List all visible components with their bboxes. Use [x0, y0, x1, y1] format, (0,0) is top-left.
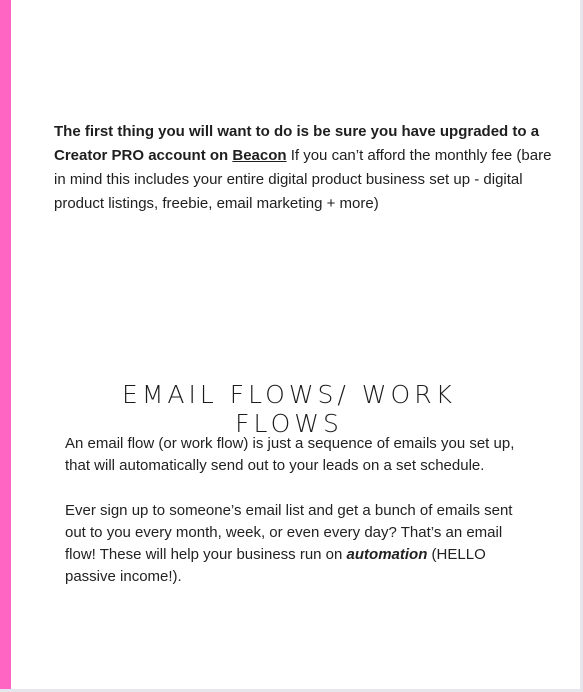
intro-rest-text: If you can’t afford the monthly fee (bare in mind this includes your entire digital product business set up - digital product listings, freebie, email marketing + more) [54, 147, 552, 212]
automation-emphasis: automation [346, 546, 428, 563]
email-flow-example-paragraph [65, 500, 535, 588]
paragraph2-text-end: (HELLO passive income!). [65, 546, 486, 585]
email-flow-definition-paragraph: An email flow (or work flow) is just a sequence of emails you set up, that will automatically send out to your leads on a set schedule. [65, 435, 515, 474]
beacon-link[interactable]: Beacon [232, 147, 287, 164]
paragraph2-text-start: Ever sign up to someone’s email list and get a bunch of emails sent out to you every month, week, or even every day? That’s an email flow! These will help your business run on [65, 502, 513, 563]
section-title: EMAIL FLOWS/ WORK FLOWS [122, 380, 456, 438]
intro-bold-text: The first thing you will want to do is be sure you have upgraded to a Creator PRO account on [54, 123, 540, 164]
pink-accent-bar [0, 0, 11, 692]
intro-paragraph [54, 120, 564, 216]
